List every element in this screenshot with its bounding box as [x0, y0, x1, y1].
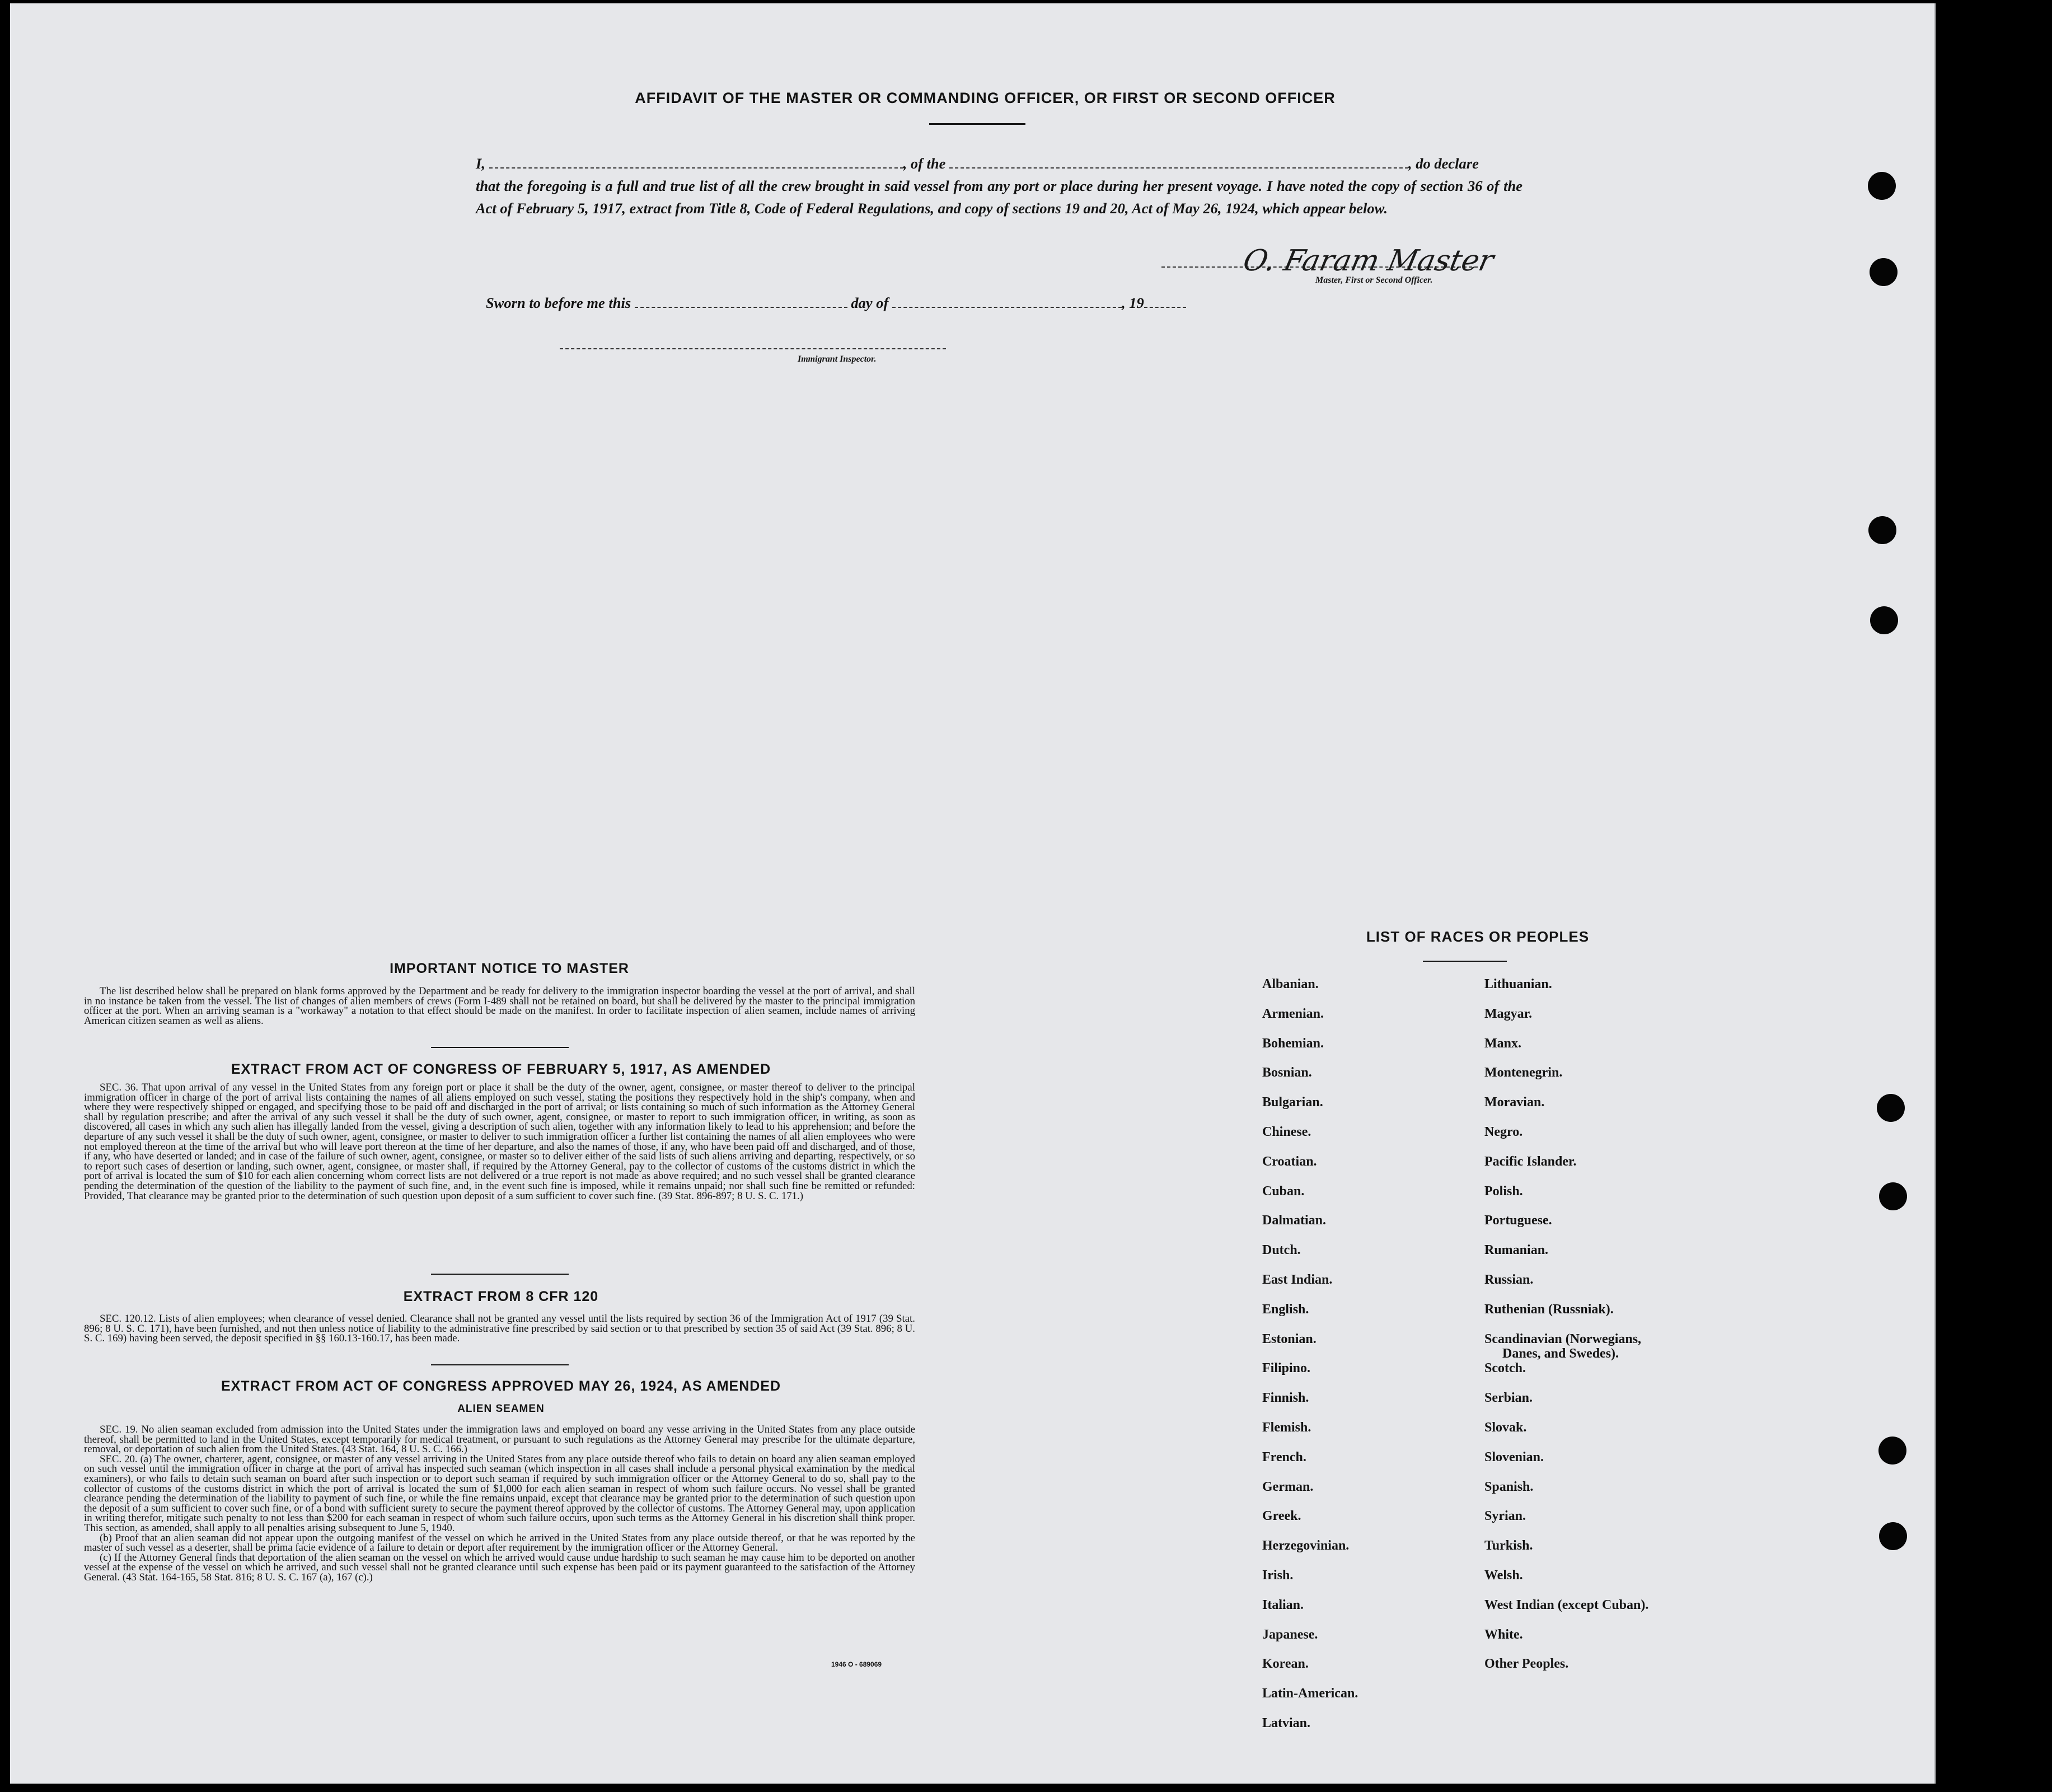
section-20c-paragraph: (c) If the Attorney General finds that deportation of the alien seaman on the vessel on which he arrived would cause undue hardship to such seaman he may cause him to be deported on another vessel at the expense of the vessel on which he arrived, and such vessel shall not be granted clearance until such expense has been paid or its payment guaranteed to the satisfaction of the Attorney General. (43 Stat. 164-165, 58 Stat. 816; 8 U. S. C. 167 (a), 167 (c).)	[84, 1551, 915, 1583]
section-20a-paragraph: SEC. 20. (a) The owner, charterer, agent, consignee, or master of any vessel arriving in the United States from any place outside thereof who fails to detain on board any alien seaman employed on such vessel until the immigration officer in charge at the port of arrival has inspected such seaman (which inspection in all cases shall include a personal physical examination by the medical examiners), or who fails to detain such seaman on board after such inspection or to deport such seaman if required by such immigration officer or the Attorney General to do so, shall pay to the collector of customs of the customs district in which the port of arrival is located the sum of $1,000 for each alien seaman in respect of whom such failure occurs. No vessel shall be granted clearance pending the determination of the liability to payment of such fine, or while the fine remains unpaid, except that clearance may be granted prior to the determination of such question upon the deposit of a sum sufficient to cover such fine, or of a bond with sufficient surety to secure the payment thereof approved by the collector of customs. The Attorney General may, upon application in writing therefor, mitigate such penalty to not less than $200 for each seaman in respect of whom such failure occurs, upon such terms as the Attorney General in his discretion shall think proper. This section, as amended, shall apply to all penalties arising subsequent to June 5, 1940.	[84, 1453, 915, 1534]
race-item: Rumanian.	[1484, 1243, 1549, 1258]
race-item: Cuban.	[1262, 1183, 1305, 1199]
punch-hole	[1870, 606, 1898, 634]
race-item: Korean.	[1262, 1657, 1309, 1672]
race-item: Pacific Islander.	[1484, 1154, 1577, 1169]
race-item: Japanese.	[1262, 1627, 1318, 1642]
vessel-name-field[interactable]	[949, 157, 1408, 169]
sworn-month-field[interactable]	[892, 297, 1122, 308]
extract-1917-title: EXTRACT FROM ACT OF CONGRESS OF FEBRUARY 5, 1917, AS AMENDED	[231, 1061, 771, 1077]
race-item: Greek.	[1262, 1509, 1301, 1524]
race-item: Slovak.	[1484, 1420, 1527, 1435]
declarant-label: I,	[476, 155, 485, 172]
year-label: , 19	[1121, 294, 1144, 311]
race-item: Montenegrin.	[1484, 1065, 1563, 1080]
race-item: Spanish.	[1484, 1479, 1534, 1494]
punch-hole	[1877, 1094, 1905, 1122]
race-item: Other Peoples.	[1484, 1657, 1569, 1672]
race-item: Bosnian.	[1262, 1065, 1312, 1080]
race-item: Scandinavian (Norwegians,	[1484, 1331, 1642, 1346]
race-item: West Indian (except Cuban).	[1484, 1597, 1649, 1612]
title-rule	[929, 123, 1025, 125]
race-item: Ruthenian (Russniak).	[1484, 1302, 1614, 1317]
race-item: Finnish.	[1262, 1391, 1309, 1406]
race-item: Russian.	[1484, 1272, 1534, 1287]
inspector-caption: Immigrant Inspector.	[798, 354, 877, 364]
races-title: LIST OF RACES OR PEOPLES	[1366, 928, 1590, 945]
race-item: Latvian.	[1262, 1716, 1311, 1730]
race-item: Danes, and Swedes).	[1502, 1346, 1619, 1361]
race-item: Serbian.	[1484, 1391, 1533, 1406]
race-item: White.	[1484, 1627, 1523, 1642]
race-item: Latin-American.	[1262, 1686, 1358, 1701]
extract-cfr-text	[84, 1314, 915, 1344]
section-rule	[431, 1364, 569, 1365]
punch-hole	[1878, 1437, 1906, 1465]
race-item: Croatian.	[1262, 1154, 1317, 1169]
sworn-label: Sworn to before me this	[486, 294, 631, 311]
race-item: Portuguese.	[1484, 1213, 1552, 1228]
paper-edge	[1934, 3, 1936, 1784]
punch-hole	[1870, 258, 1898, 286]
race-item: Herzegovinian.	[1262, 1538, 1350, 1554]
declaration-text: that the foregoing is a full and true list of all the crew brought in said vessel from any port or place during her present voyage. I have noted the copy of section 36 of the Act of February 5, 1917, extract from Title 8, Code of Federal Regulations, and copy of sections 19 and 20, Act of May 26, 1924, which appear below.	[476, 177, 1522, 217]
race-item: Moravian.	[1484, 1095, 1545, 1110]
print-code: 1946 O - 689069	[831, 1660, 882, 1668]
affidavit-body	[476, 152, 1522, 219]
section-rule	[431, 1274, 569, 1275]
section-36-paragraph: SEC. 36. That upon arrival of any vessel in the United States from any foreign port or place it shall be the duty of the owner, agent, consignee, or master thereof to deliver to the principal immigration officer in charge of the port of arrival lists containing the names of all aliens employed on such vessel, stating the positions they respectively hold in the ship's company, when and where they were respectively shipped or engaged, and specifying those to be paid off and discharged in the port of arrival; or lists containing so much of such information as the Attorney General shall by regulation prescribe; and after the arrival of any such vessel it shall be the duty of such owner, agent, consignee, or master to report to such immigration officer, in writing, as soon as discovered, all cases in which any such alien has illegally landed from the vessel, giving a description of such alien, together with any information likely to lead to his apprehension; and before the departure of any such vessel it shall be the duty of such owner, agent, consignee, or master to deliver to such immigration officer a further list containing the names of all alien employees who were not employed thereon at the time of the arrival but who will leave port thereon at the time of her departure, and also the names of those, if any, who have been paid off and discharged, and of those, if any, who have deserted or landed; and in case of the failure of such owner, agent, consignee, or master so to deliver either of the said lists of such aliens arriving and departing, respectively, or so to report such cases of desertion or landing, such owner, agent, consignee, or master shall, if required by the Attorney General, pay to the collector of customs of the customs district in which the port of arrival is located the sum of $10 for each alien concerning whom correct lists are not delivered or a true report is not made as above required; and no such vessel shall be granted clearance pending the determination of the question of the liability to the payment of such fine, and, in the event such fine is imposed, while it remains unpaid; nor shall such fine be remitted or refunded: Provided, That clearance may be granted prior to the determination of such question upon deposit of a sum sufficient to cover such fine. (39 Stat. 896-897; 8 U. S. C. 171.)	[84, 1082, 915, 1202]
sworn-year-field[interactable]	[1144, 297, 1186, 308]
race-item: Dutch.	[1262, 1243, 1301, 1258]
races-rule	[1423, 961, 1507, 962]
race-item: Armenian.	[1262, 1006, 1324, 1021]
race-item: Welsh.	[1484, 1568, 1523, 1583]
notice-title: IMPORTANT NOTICE TO MASTER	[390, 961, 629, 976]
extract-1924-text	[84, 1425, 915, 1583]
declaration-line	[476, 152, 1522, 175]
race-item: Scotch.	[1484, 1361, 1526, 1376]
race-item: Filipino.	[1262, 1361, 1311, 1376]
notice-paragraph: The list described below shall be prepared on blank forms approved by the Department and be ready for delivery to the immigration inspector boarding the vessel at the port of arrival, and shall in no instance be taken from the vessel. The list of changes of alien members of crews (Form I-489 shall not be retained on board, but shall be delivered by the master to the principal immigration officer at the port. When an arriving seaman is a "workaway" a notation to that effect should be made on the manifest. In order to facilitate inspection of alien seamen, include names of arriving American citizen seamen as well as aliens.	[84, 985, 915, 1027]
race-item: Lithuanian.	[1484, 977, 1552, 991]
declare-label: , do declare	[1408, 155, 1479, 172]
master-signature: O. Faram Master	[1240, 244, 1497, 278]
extract-cfr-title: EXTRACT FROM 8 CFR 120	[403, 1289, 599, 1304]
sworn-day-field[interactable]	[635, 297, 847, 308]
race-item: Syrian.	[1484, 1509, 1526, 1524]
race-item: Albanian.	[1262, 977, 1319, 991]
race-item: Magyar.	[1484, 1006, 1533, 1021]
race-item: Turkish.	[1484, 1538, 1533, 1554]
race-item: English.	[1262, 1302, 1309, 1317]
section-19-paragraph: SEC. 19. No alien seaman excluded from admission into the United States under the immigration laws and employed on board any vesse arriving in the United States from any place outside thereof, shall be permitted to land in the United States, except temporarily for medical treatment, or pursuant to such regulations as the Attorney General may prescribe for the ultimate departure, removal, or deportation of such alien from the United States. (43 Stat. 164, 8 U. S. C. 166.)	[84, 1424, 915, 1456]
inspector-signature-line[interactable]	[560, 348, 946, 349]
race-item: French.	[1262, 1449, 1306, 1465]
race-item: Polish.	[1484, 1183, 1523, 1199]
race-item: Flemish.	[1262, 1420, 1311, 1435]
race-item: Italian.	[1262, 1597, 1304, 1612]
notice-text	[84, 986, 915, 1026]
affidavit-title: AFFIDAVIT OF THE MASTER OR COMMANDING OFFICER, OR FIRST OR SECOND OFFICER	[635, 90, 1336, 106]
section-120-12-paragraph: SEC. 120.12. Lists of alien employees; when clearance of vessel denied. Clearance shall not be granted any vessel until the lists required by section 36 of the Immigration Act of 1917 (39 Stat. 896; 8 U. S. C. 171), have been furnished, and not then unless notice of liability to the administrative fine prescribed by said section or to that prescribed by section 35 of said Act (39 Stat. 896; 8 U. S. C. 169) having been served, the deposit specified in §§ 160.13-160.17, has been made.	[84, 1313, 915, 1345]
race-item: East Indian.	[1262, 1272, 1333, 1287]
declarant-name-field[interactable]	[489, 157, 903, 169]
race-item: Estonian.	[1262, 1331, 1317, 1346]
section-20b-paragraph: (b) Proof that an alien seaman did not appear upon the outgoing manifest of the vessel on which he arrived in the United States from any place outside thereof, or that he was reported by the master of such vessel as a deserter, shall be prima facie evidence of a failure to detain or deport after requirement by the immigration officer or the Attorney General.	[84, 1532, 915, 1554]
race-item: Negro.	[1484, 1125, 1523, 1139]
punch-hole	[1868, 516, 1896, 544]
race-item: Bohemian.	[1262, 1036, 1324, 1051]
race-item: Chinese.	[1262, 1125, 1311, 1139]
race-item: Dalmatian.	[1262, 1213, 1326, 1228]
race-item: Slovenian.	[1484, 1449, 1544, 1465]
race-item: Manx.	[1484, 1036, 1521, 1051]
extract-1924-title: EXTRACT FROM ACT OF CONGRESS APPROVED MAY 26, 1924, AS AMENDED	[221, 1378, 781, 1394]
alien-seamen-subtitle: ALIEN SEAMEN	[457, 1403, 545, 1415]
punch-hole	[1879, 1182, 1907, 1210]
vessel-label: , of the	[903, 155, 946, 172]
race-item: Bulgarian.	[1262, 1095, 1323, 1110]
sworn-line	[486, 294, 1253, 312]
signature-caption: Master, First or Second Officer.	[1315, 275, 1433, 285]
punch-hole	[1868, 172, 1896, 200]
section-rule	[431, 1047, 569, 1048]
month-label: day of	[851, 294, 889, 311]
race-item: German.	[1262, 1479, 1314, 1494]
punch-hole	[1879, 1522, 1907, 1550]
race-item: Irish.	[1262, 1568, 1294, 1583]
extract-1917-text	[84, 1083, 915, 1201]
